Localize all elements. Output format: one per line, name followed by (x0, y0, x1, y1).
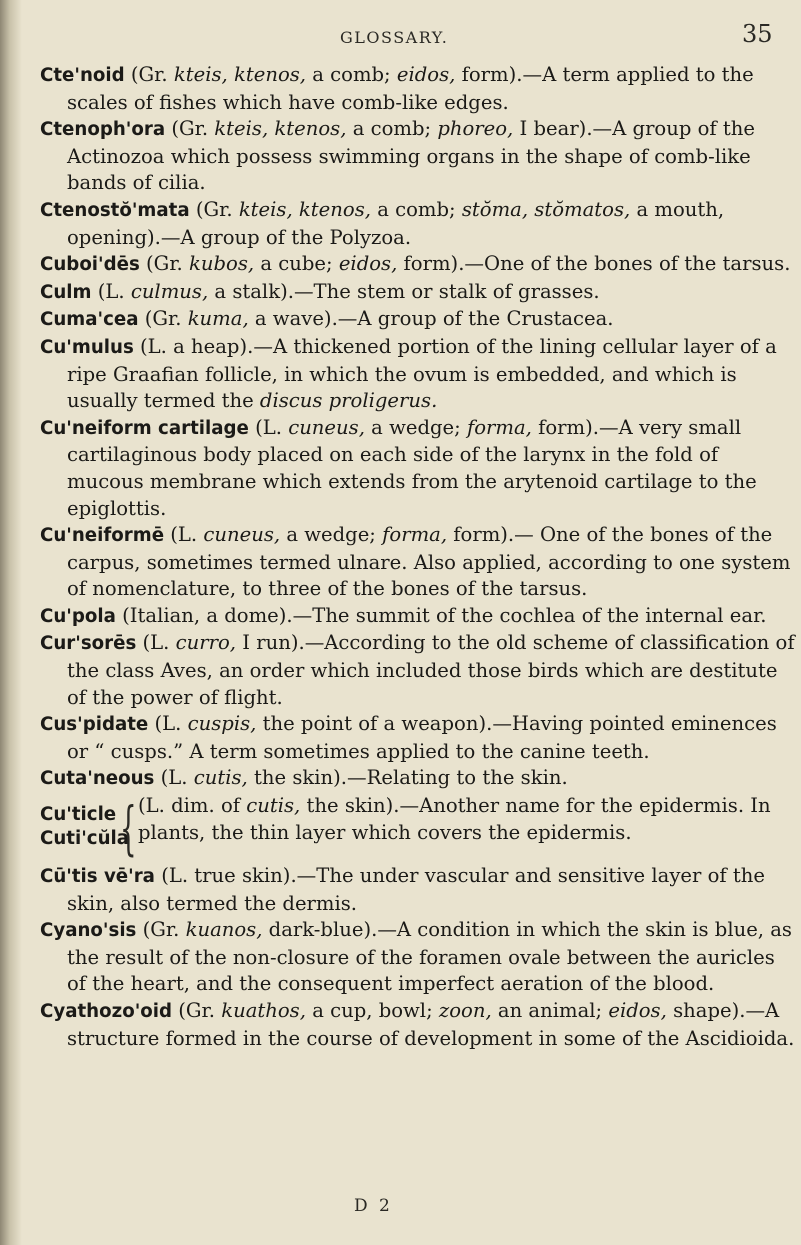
headword: Cu'mulus (40, 336, 134, 358)
definition-text: dark-blue).—A condition in which the skin is blue, as the result of the non-closure of the foramen ovale between the auricles of the heart, and the consequent imperfect aeration of the blood. (67, 918, 792, 996)
definition-text: (Gr. (144, 307, 188, 331)
page-header (0, 14, 801, 54)
definition-text: form).—A term applied to the scales of fishes which have comb-like edges. (67, 63, 754, 114)
headword: Cus'pidate (40, 714, 149, 736)
glossary-entry (40, 863, 795, 917)
headword-group (40, 793, 130, 851)
headword: Cyathozo'oid (40, 1001, 173, 1022)
definition-text: a mouth, opening).—A group of the Polyzoa. (67, 197, 725, 249)
definition-text: a wedge; (280, 523, 383, 547)
headword: Ctenostŏ'mata (40, 199, 190, 221)
definition-text: I run).—According to the old scheme of classification of the class Aves, an order which included those birds which are destitute of the power of flight. (67, 631, 795, 709)
definition-text: the point of a weapon).—Having pointed eminences or “ cusps.” A term sometimes applied to the canine teeth. (67, 712, 777, 763)
glossary-entry (40, 630, 795, 711)
definition-text: (L. dim. of (138, 794, 247, 818)
glossary-entry (40, 197, 795, 251)
definition-text: the skin).—Another name for the epidermis. In plants, the thin layer which covers the epidermis. (138, 794, 771, 844)
glossary-entry (40, 251, 795, 279)
glossary-entry (40, 603, 795, 631)
page-binding-shadow (0, 0, 22, 1245)
definition-text: a cube; (254, 252, 339, 276)
definition-text: (Gr. (195, 197, 239, 221)
italic-term: culmus, (130, 279, 209, 303)
definition-text: the skin).—Relating to the skin. (247, 766, 568, 790)
italic-term: kubos, (189, 252, 255, 276)
definition-text: a wedge; (364, 415, 467, 439)
glossary-entry (40, 793, 795, 863)
definition-text: form).—One of the bones of the tarsus. (397, 252, 791, 276)
definition-text: an animal; (491, 999, 609, 1022)
definition-text: a wave).—A group of the Crustacea. (248, 307, 614, 331)
definition-text: (Gr. (146, 252, 189, 276)
italic-term: cuneus, (288, 415, 365, 439)
glossary-entry (40, 334, 795, 415)
italic-term: cutis, (246, 794, 301, 818)
italic-term: cutis, (193, 766, 248, 790)
headword: Culm (40, 281, 92, 303)
headword: Cyano'sis (40, 920, 137, 942)
signature-mark: D 2 (354, 1196, 393, 1216)
italic-term: eidos, (608, 999, 667, 1022)
definition-text: a stalk).—The stem or stalk of grasses. (208, 279, 600, 303)
headword: Cuma'cea (40, 309, 139, 331)
italic-term: forma, (466, 415, 532, 439)
running-title: GLOSSARY. (340, 28, 449, 47)
italic-term: kuathos, (221, 999, 306, 1022)
definition-text: (L. (255, 415, 289, 439)
page-number: 35 (742, 20, 773, 48)
definition-text: (Gr. (142, 918, 186, 942)
italic-term: stŏma, stŏmatos, (461, 197, 631, 221)
headword: Cū'tis vē'ra (40, 866, 155, 888)
definition-text: shape).—A structure formed in the course of development in some of the Ascidioida. (67, 999, 795, 1050)
glossary-entry (40, 62, 795, 116)
glossary-entry (40, 116, 795, 197)
headword: Cte'noid (40, 65, 125, 86)
italic-term: eidos, (338, 252, 398, 276)
italic-term: cuspis, (187, 712, 257, 736)
italic-term: kuanos, (185, 918, 263, 942)
italic-term: kteis, ktenos, (238, 197, 371, 221)
headword: Cuta'neous (40, 768, 155, 790)
definition-text: (Gr. (171, 117, 215, 141)
definition-text: (Gr. (130, 63, 174, 86)
glossary-entries (40, 62, 795, 1052)
glossary-entry (40, 917, 795, 998)
italic-term: forma, (382, 523, 448, 547)
definition-text: (Italian, a dome).—The summit of the cochlea of the internal ear. (122, 603, 767, 627)
italic-term: curro, (175, 631, 237, 655)
glossary-entry (40, 306, 795, 334)
headword: Cu'neiformē (40, 525, 165, 547)
definition-text: (L. (97, 279, 131, 303)
definition-text: I bear).—A group of the Actinozoa which possess swimming organs in the shape of comb-like bands of cilia. (67, 117, 755, 195)
italic-term: cuneus, (203, 523, 281, 547)
definition-text: (L. a heap).—A thickened portion of the lining cellular layer of a ripe Graafian follicle, in which the ovum is embedded, and which is usually termed the (67, 334, 777, 413)
glossary-entry (40, 415, 795, 522)
headword: Cu'neiform cartilage (40, 417, 249, 439)
italic-term: eidos, (396, 63, 456, 86)
definition-text: form).—A very small cartilaginous body placed on each side of the larynx in the fold of mucous membrane which extends from the arytenoid cartilage to the epiglottis. (67, 415, 757, 520)
definition-text: a comb; (306, 63, 397, 86)
italic-term: zoon, (438, 999, 492, 1022)
glossary-entry (40, 765, 795, 793)
definition-text: (L. (170, 523, 204, 547)
definition (136, 793, 795, 846)
brace-glyph: { (120, 794, 137, 863)
headword: Cu'pola (40, 605, 116, 627)
definition-text: (L. (160, 766, 194, 790)
definition-text: a comb; (370, 197, 462, 221)
definition-text: (L. (154, 712, 188, 736)
headword: Ctenoph'ora (40, 119, 166, 141)
glossary-entry (40, 522, 795, 603)
headword: Cu'ticle (40, 804, 117, 826)
definition-text: a cup, bowl; (305, 999, 439, 1022)
headword: Cur'sorēs (40, 633, 137, 655)
definition-text: (L. true skin).—The under vascular and sensitive layer of the skin, also termed the dermis. (67, 864, 765, 915)
glossary-entry (40, 711, 795, 765)
definition-text: (Gr. (178, 999, 222, 1022)
headword: Cuboi'dēs (40, 254, 140, 276)
headword: Cuti'cŭla (40, 828, 130, 850)
italic-term: phoreo, (437, 117, 514, 141)
definition-text: a comb; (346, 117, 438, 141)
italic-term: kteis, ktenos, (214, 117, 347, 141)
italic-term: discus proligerus. (259, 389, 438, 413)
italic-term: kuma, (187, 307, 249, 331)
italic-term: kteis, ktenos, (173, 63, 307, 86)
glossary-entry (40, 279, 795, 307)
definition-text: form).— One of the bones of the carpus, sometimes termed ulnare. Also applied, according to one system of nomenclature, to three of the bones of the tarsus. (67, 523, 791, 601)
glossary-entry (40, 998, 795, 1052)
definition-text: (L. (142, 631, 176, 655)
